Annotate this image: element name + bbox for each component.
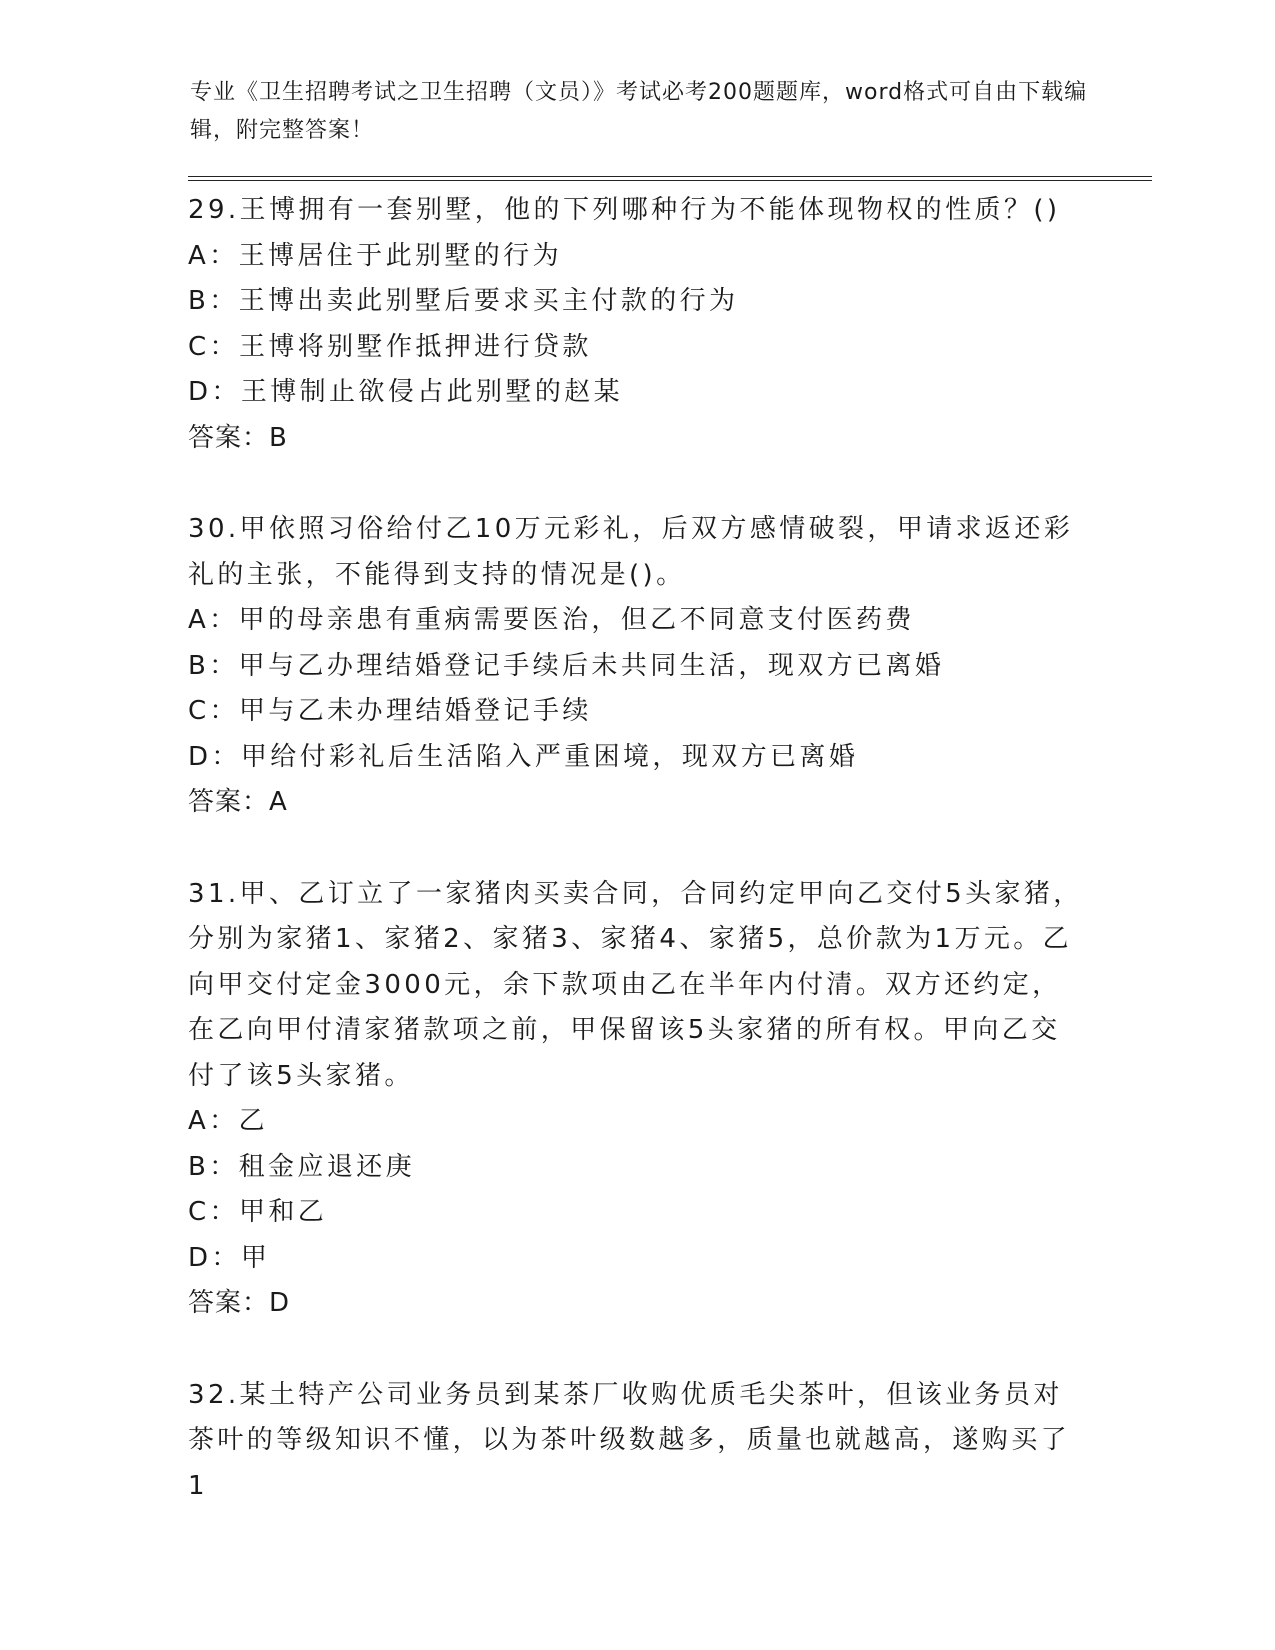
question-list [188, 188, 1088, 1555]
question-stem: 29.王博拥有一套别墅，他的下列哪种行为不能体现物权的性质？() [188, 195, 1061, 225]
option-d: D：甲给付彩礼后生活陷入严重困境，现双方已离婚 [188, 741, 859, 772]
answer: 答案：D [188, 1288, 291, 1318]
option-a: A：甲的母亲患有重病需要医治，但乙不同意支付医药费 [188, 605, 915, 635]
option-c: C：王博将别墅作抵押进行贷款 [188, 331, 592, 362]
option-d: D：王博制止欲侵占此别墅的赵某 [188, 377, 624, 407]
option-d: D：甲 [188, 1242, 271, 1273]
question-31 [188, 872, 1088, 1327]
answer: 答案：A [188, 787, 288, 817]
answer: 答案：B [188, 422, 288, 453]
question-stem: 31.甲、乙订立了一家猪肉买卖合同，合同约定甲向乙交付5头家猪，分别为家猪1、家猪2、家猪3、家猪4、家猪5，总价款为1万元。乙向甲交付定金3000元，余下款项由乙在半年内付清。双方还约定，在乙向甲付清家猪款项之前，甲保留该5头家猪的所有权。甲向乙交付了该5头家猪。 [188, 878, 1083, 1091]
option-b: B：甲与乙办理结婚登记手续后未共同生活，现双方已离婚 [188, 650, 945, 681]
option-c: C：甲和乙 [188, 1197, 328, 1227]
option-b: B：租金应退还庚 [188, 1151, 416, 1182]
option-b: B：王博出卖此别墅后要求买主付款的行为 [188, 286, 739, 316]
document-header: 专业《卫生招聘考试之卫生招聘（文员）》考试必考200题题库，word格式可自由下载编辑，附完整答案！ [190, 80, 1088, 143]
question-29 [188, 188, 1088, 461]
question-30 [188, 507, 1088, 826]
question-32 [188, 1373, 1088, 1510]
option-a: A：乙 [188, 1106, 268, 1136]
question-stem: 32.某土特产公司业务员到某茶厂收购优质毛尖茶叶，但该业务员对茶叶的等级知识不懂，以为茶叶级数越多，质量也就越高，遂购买了1 [188, 1379, 1071, 1501]
question-stem: 30.甲依照习俗给付乙10万元彩礼，后双方感情破裂，甲请求返还彩礼的主张，不能得到支持的情况是()。 [188, 514, 1074, 590]
header-divider [188, 176, 1152, 181]
option-a: A：王博居住于此别墅的行为 [188, 240, 562, 271]
option-c: C：甲与乙未办理结婚登记手续 [188, 696, 592, 726]
